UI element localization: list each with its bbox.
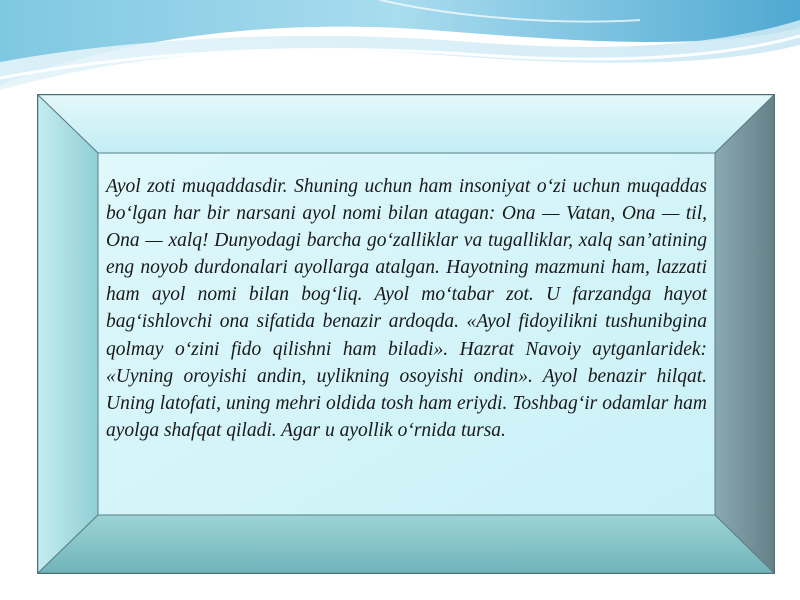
- text-panel: [98, 153, 715, 515]
- body-text: Ayol zoti muqaddasdir. Shuning uchun ham insoniyat o‘zi uchun muqaddas bo‘lgan har bir narsani ayol nomi bilan atagan: Ona — Vatan, Ona — til, Ona — xalq! Dunyodagi barcha go‘zalliklar va tugalliklar, xalq san’atining eng noyob durdonalari ayollarga atalgan. Hayotning mazmuni ham, lazzati ham ayol nomi bilan bog‘liq. Ayol mo‘tabar zot. U farzandga hayot bag‘ishlovchi ona sifatida benazir ardoqda. «Ayol fidoyilikni tushunibgina qolmay o‘zini fido qilishni ham biladi». Hazrat Navoiy aytganlaridek: «Uyning oroyishi andin, uylikning osoyishi ondin». Ayol benazir hilqat. Uning latofati, uning mehri oldida tosh ham eriydi. Toshbag‘ir odamlar ham ayolga shafqat qiladi. Agar u ayollik o‘rnida tursa.: [106, 176, 707, 441]
